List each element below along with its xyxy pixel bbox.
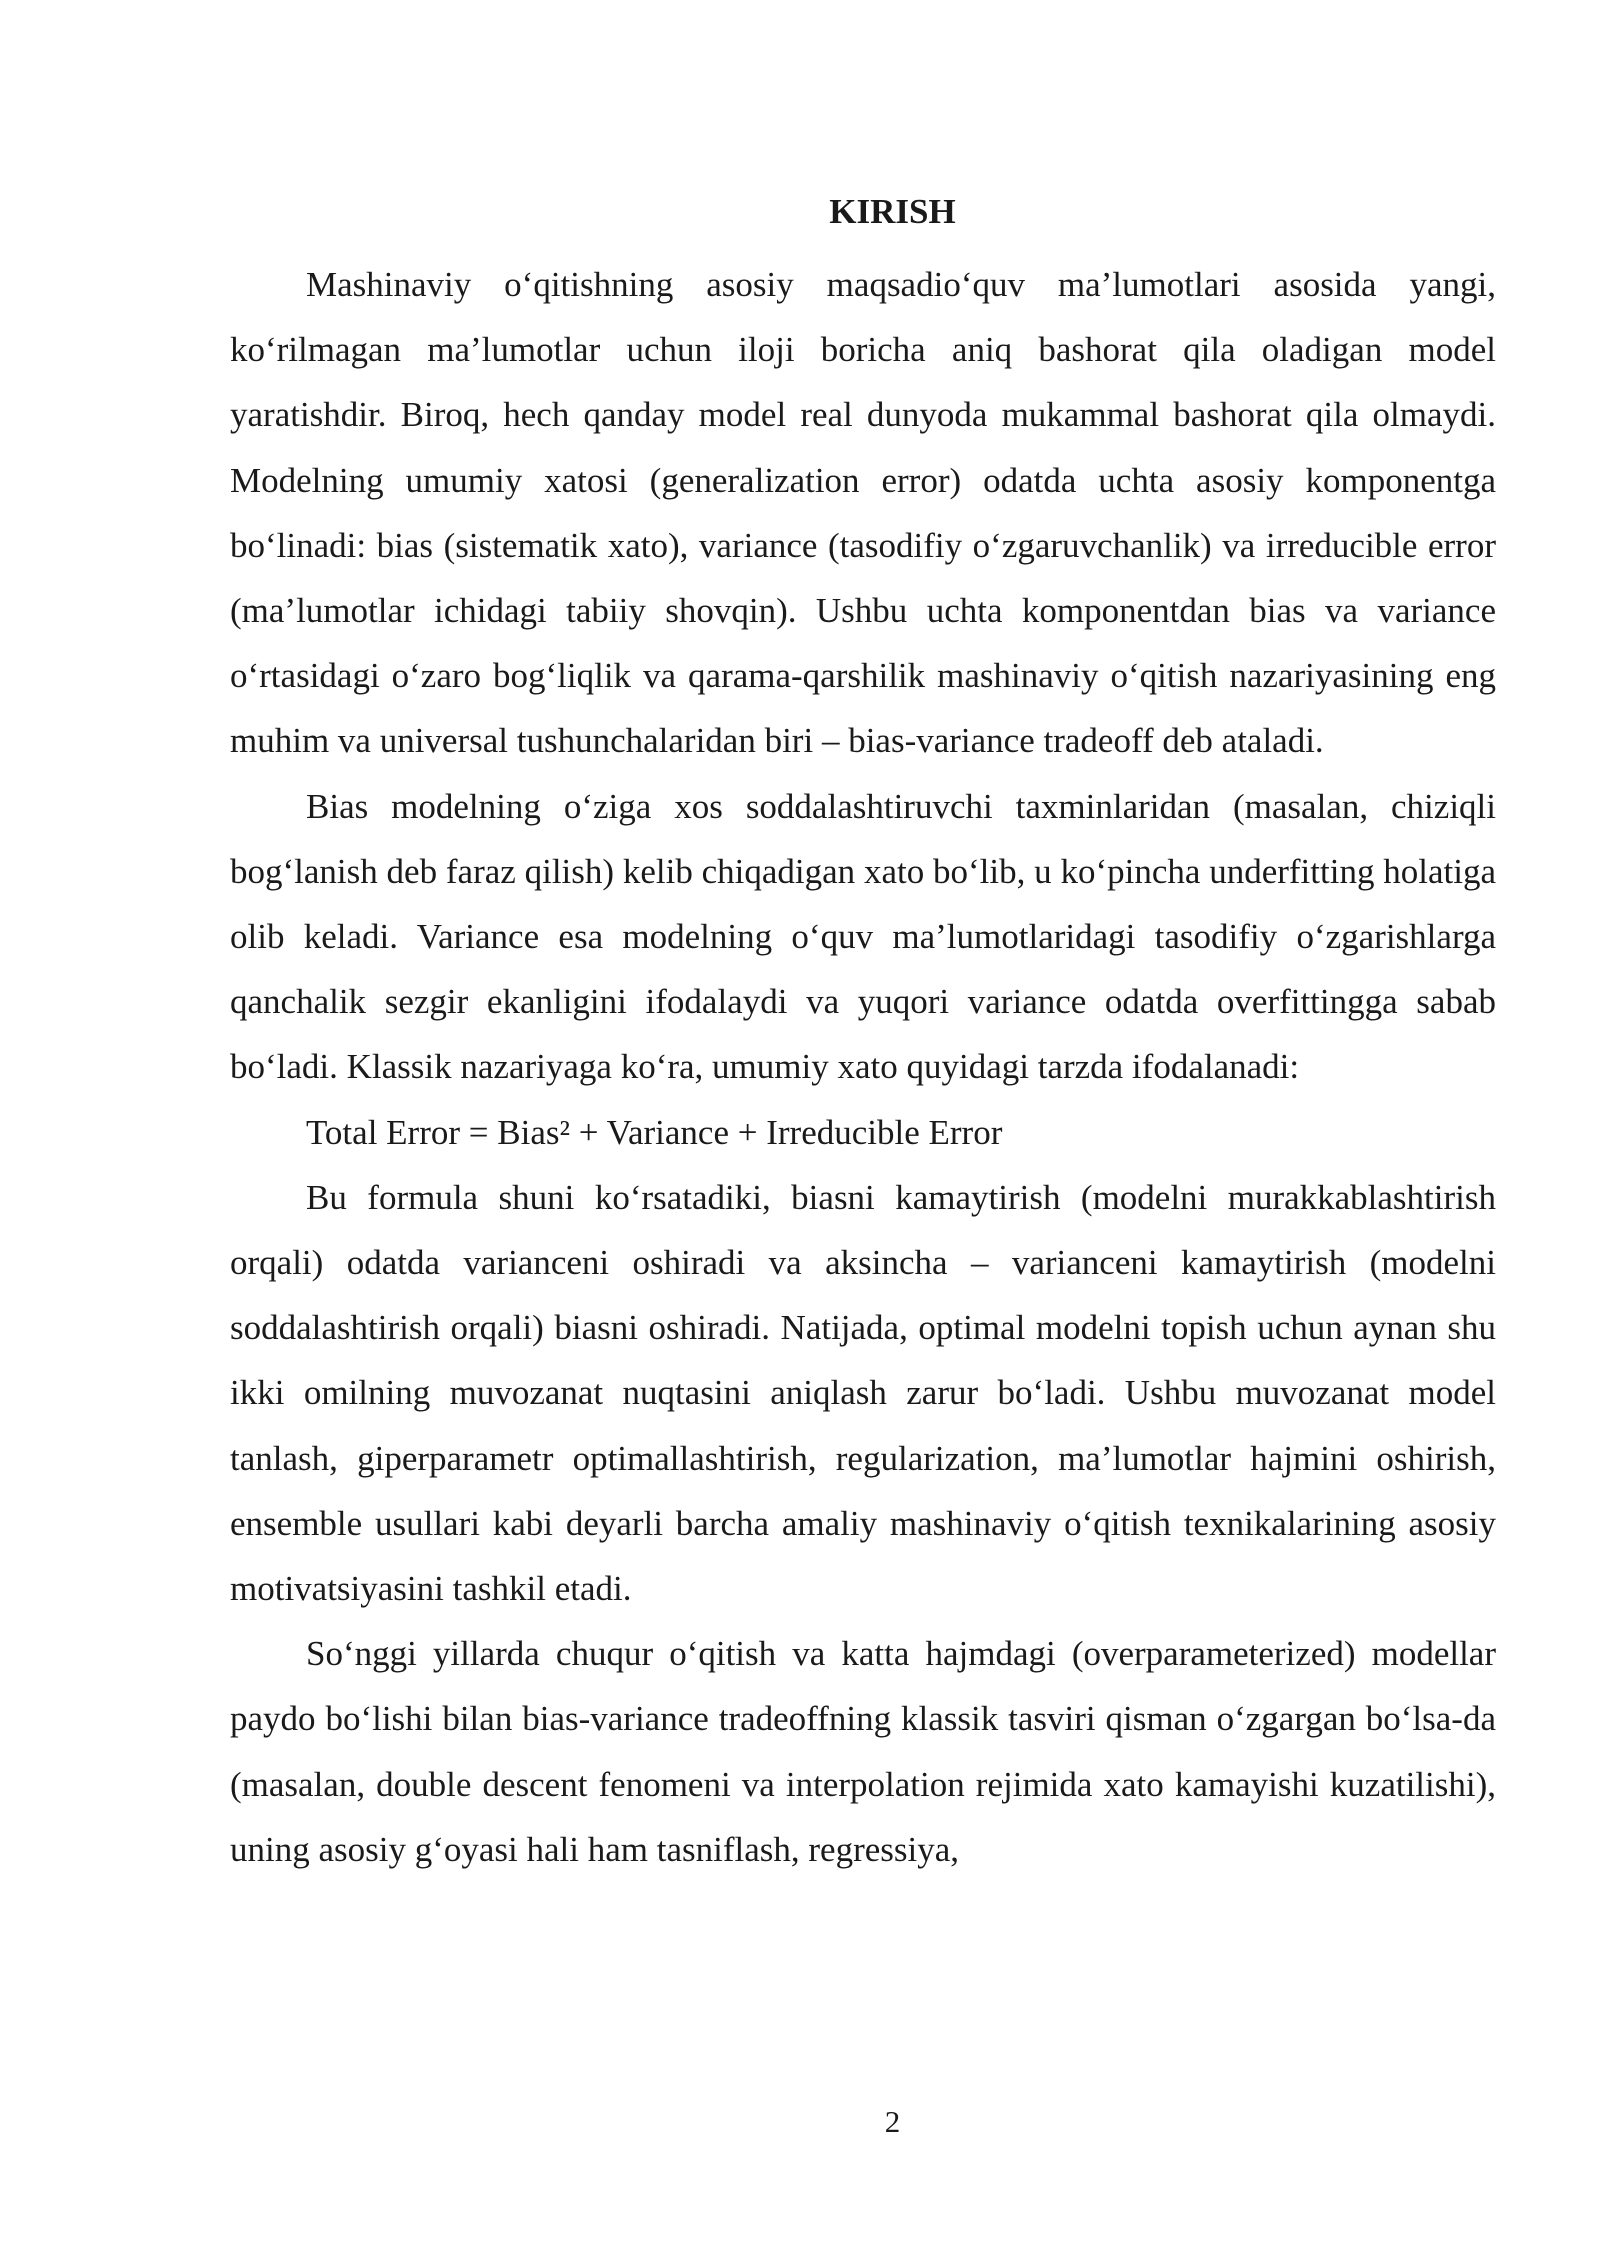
section-title: KIRISH — [829, 192, 956, 231]
paragraph-intro: Mashinaviy o‘qitishning asosiy maqsadio‘quv ma’lumotlari asosida yangi, ko‘rilmagan ma’lumotlar uchun iloji boricha aniq bashorat qila oladigan model yaratishdir. Biroq, hech qanday model real dunyoda mukammal bashorat qila olmaydi. Modelning umumiy xatosi (generalization error) odatda uchta asosiy komponentga bo‘linadi: bias (sistematik xato), variance (tasodifiy o‘zgaruvchanlik) va irreducible error (ma’lumotlar ichidagi tabiiy shovqin). Ushbu uchta komponentdan bias va variance o‘rtasidagi o‘zaro bog‘liqlik va qarama-qarshilik mashinaviy o‘qitish nazariyasining eng muhim va universal tushunchalaridan biri – bias-variance tradeoff deb ataladi. — [230, 265, 1496, 761]
paragraph-formula-explanation: Bu formula shuni ko‘rsatadiki, biasni kamaytirish (modelni murakkablashtirish orqali) odatda varianceni oshiradi va aksincha – varianceni kamaytirish (modelni soddalashtirish orqali) biasni oshiradi. Natijada, optimal modelni topish uchun aynan shu ikki omilning muvozanat nuqtasini aniqlash zarur bo‘ladi. Ushbu muvozanat model tanlash, giperparametr optimallashtirish, regularization, ma’lumotlar hajmini oshirish, ensemble usullari kabi deyarli barcha amaliy mashinaviy o‘qitish texnikalarining asosiy motivatsiyasini tashkil etadi. — [230, 1177, 1496, 1609]
page-number: 2 — [884, 2104, 901, 2139]
body-text — [230, 252, 1496, 1882]
formula-total-error: Total Error = Bias² + Variance + Irreducible Error — [306, 1112, 1003, 1152]
paragraph-bias-variance: Bias modelning o‘ziga xos soddalashtiruvchi taxminlaridan (masalan, chiziqli bog‘lanish deb faraz qilish) kelib chiqadigan xato bo‘lib, u ko‘pincha underfitting holatiga olib keladi. Variance esa modelning o‘quv ma’lumotlaridagi tasodifiy o‘zgarishlarga qanchalik sezgir ekanligini ifodalaydi va yuqori variance odatda overfittingga sabab bo‘ladi. Klassik nazariyaga ko‘ra, umumiy xato quyidagi tarzda ifodalanadi: — [230, 786, 1496, 1087]
paragraph-deep-learning: So‘nggi yillarda chuqur o‘qitish va katta hajmdagi (overparameterized) modellar paydo bo‘lishi bilan bias-variance tradeoffning klassik tasviri qisman o‘zgargan bo‘lsa-da (masalan, double descent fenomeni va interpolation rejimida xato kamayishi kuzatilishi), uning asosiy g‘oyasi hali ham tasniflash, regressiya, — [230, 1634, 1496, 1869]
